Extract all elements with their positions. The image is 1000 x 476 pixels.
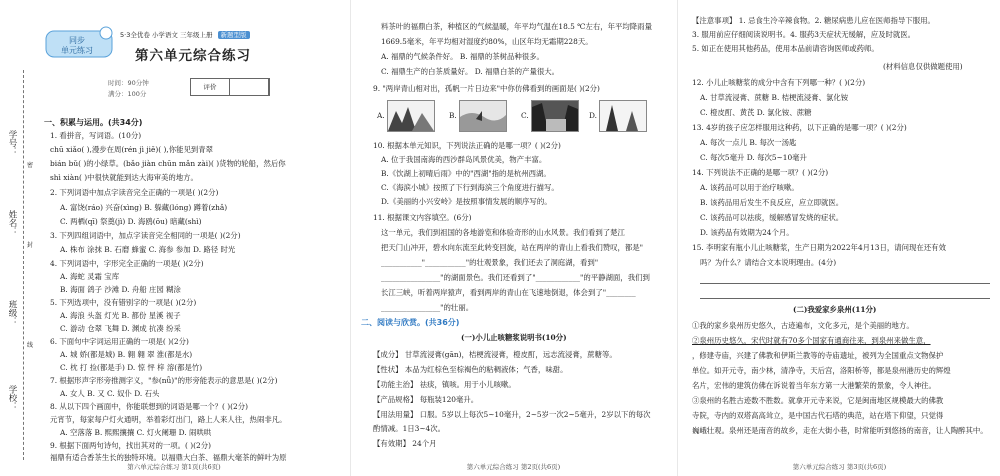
option-picture[interactable] (531, 100, 579, 132)
badge-line1: 同步 (69, 36, 85, 45)
name-label: 姓名： (7, 210, 17, 236)
question-line: 10. 根据本单元知识，下列说法正确的是哪一项？( )(2分) (373, 141, 561, 150)
material-note: (材料信息仅供做题使用) (883, 62, 963, 71)
page-footer: 第六单元综合练习 第2页(共6页) (466, 463, 561, 471)
passage-line: 把天门山冲开，碧水向东流至此转变回旋，站在两岸的青山上看我们赞叹，都是" (381, 243, 644, 252)
passage-line: 福鼎有适合香茶生长的独特环境。以福鼎大白茶、福鼎大毫茶的鲜叶为原 (50, 453, 287, 462)
score-field[interactable] (230, 79, 269, 95)
page-title: 第六单元综合练习 (135, 48, 251, 64)
leaflet-line: 【性状】 本品为红棕色至棕褐色的粘稠液体；气香，味甜。 (373, 365, 568, 374)
option-line: C. 福鼎生产的白茶质量好。 D. 福鼎白茶的产量很大。 (381, 67, 560, 76)
leaflet-line: 【功能主治】 祛痰，镇咳。用于小儿咳嗽。 (373, 380, 516, 389)
section-heading: 一、积累与运用。(共34分) (44, 118, 143, 127)
leaflet-line: 5. 如正在使用其他药品，使用本品前请咨询医师或药师。 (692, 44, 879, 53)
fold-line (23, 70, 24, 460)
fold-mark: 线 (27, 342, 34, 349)
question-line: 7. 根据形声字形旁推测字义，"参(nǚ)"的形旁能表示的意思是( )(2分) (50, 376, 278, 385)
passage-line: 料茶叶的福鼎白茶，种植区的气候温暖，年平均气温在18.5 ℃左右，年平均降雨量 (381, 22, 652, 31)
leaflet-line: 3. 服用前应仔细阅读说明书。4. 服药3天症状无缓解，应及时就医。 (692, 30, 916, 39)
leaflet-line: 【成分】 甘草流浸膏(gān)，桔梗流浸膏，橙皮酊，远志流浸膏，蔗糖等。 (373, 350, 617, 359)
option-letter: A. (377, 111, 385, 120)
option-line: C. 枕 打 捡(都是手) D. 惊 怦 梓 溶(都是竹) (60, 363, 203, 372)
option-letter: B. (449, 111, 457, 120)
question-line: 3. 下列四组词语中，加点字读音完全相同的一项是( )(2分) (50, 231, 241, 240)
page-1 (0, 0, 348, 476)
page-2 (350, 0, 676, 476)
question-line: 吗？为什么？请结合文本说明理由。(4分) (700, 258, 837, 267)
subject: 小学语文 (151, 31, 178, 39)
passage-line: ________________"的湖面景色。我们还看到了"____________"的平静湖面，我们到 (381, 273, 650, 282)
option-picture[interactable] (387, 100, 435, 132)
option-line: A. 福鼎的气候条件好。 B. 福鼎的茶树品种很多。 (381, 52, 544, 61)
badge-line2: 单元练习 (61, 46, 93, 55)
option-letter: D. (589, 111, 598, 120)
option-line: A. 女人 B. 又 C. 奴仆 D. 石头 (60, 389, 160, 398)
full-score: 满分：100分 (108, 90, 147, 98)
edition-tag: 新题型版 (218, 31, 250, 39)
fold-mark: 封 (27, 242, 34, 249)
passage-line: ，修建寺庙，兴建了佛教和伊斯兰教等的寺庙遗址，被列为全国重点文物保护 (692, 351, 944, 360)
question-line: 元宵节，每家每户灯火通明，举着彩灯出门，路上人来人往，热闹非凡。 (50, 415, 287, 424)
option-line: A. 每次一点儿 B. 每次一汤匙 (700, 138, 797, 147)
passage-line: 1669.5毫米，年平均相对湿度约80%，山区年均无霜期228天。 (381, 37, 593, 46)
leaflet-line: 【产品规格】 每瓶装120毫升。 (373, 395, 479, 404)
leaflet-line: 【注意事项】 1. 忌食生冷辛辣食物。2. 糖尿病患儿应在医师指导下服用。 (692, 16, 935, 25)
passage-line: 这一单元，我们到祖国的各地游览和体验奇形的山水风景。我们看到了楚江 (381, 228, 625, 237)
question-line: 13. 4岁的孩子应怎样服用这种药，以下正确的是哪一项？( )(2分) (692, 123, 907, 132)
option-line: C. 该药品可以祛痰，缓解感冒发烧的症状。 (700, 213, 844, 222)
option-line: C.《海滨小城》按照了下行到海滨三个角度进行描写。 (381, 183, 559, 192)
leaflet-line: 【用法用量】 口服。5岁以上每次5~10毫升，2~5岁一次2~5毫升，2岁以下的每次 (373, 410, 651, 419)
passage-line: ________________"的壮丽。 (381, 303, 474, 312)
page-footer: 第六单元综合练习 第3页(共6页) (792, 463, 887, 471)
fold-mark: 密 (27, 162, 34, 169)
leaflet-line: 酌情减。1日3~4次。 (373, 424, 446, 433)
option-line: A. 富饶(ráo) 兴奋(xìng) B. 躲藏(lóng) 蹲着(zhǎ) (60, 203, 228, 212)
time-limit: 时间：90分钟 (108, 79, 149, 87)
question-line: 6. 下面句中字词运用正确的一项是( )(2分) (50, 337, 189, 346)
question-line: 9. 根据下面两句诗句，找出其对的一项。( )(2分) (50, 441, 212, 450)
question-line: 5. 下列选项中，没有错别字的一项是( )(2分) (50, 298, 197, 307)
page-3 (677, 0, 1000, 476)
question-line: shì xiàn( )中很快就能到达大海审美的地方。 (50, 173, 198, 182)
question-line: 11. 根据课文内容填空。(6分) (373, 213, 472, 222)
question-line: 14. 下列说法不正确的是哪一项？( )(2分) (692, 168, 829, 177)
class-label: 班级： (7, 300, 17, 326)
option-letter: C. (521, 111, 529, 120)
question-line: 12. 小儿止咳糖浆的成分中含有下列哪一种？( )(2分) (692, 78, 866, 87)
grade: 三年级上册 (180, 31, 213, 39)
question-line: bián bǔ( )的小绿草。(bǎo jiàn chūn mǎn zài)( )货物的轮船，然后你 (50, 159, 286, 168)
leaflet-line: 【有效期】 24个月 (373, 439, 437, 448)
option-line: A. 位于我国南海的西沙群岛风景优美，物产丰富。 (381, 155, 547, 164)
option-picture[interactable] (599, 100, 647, 132)
option-line: B.《饮湖上初晴后雨》中的"西湖"指的是杭州西湖。 (381, 169, 551, 178)
option-line: C. 橙皮酊、黄芪 D. 氯化铵、蔗糖 (700, 108, 812, 117)
passage-line: ___________"___________"的壮观景象，我们还去了洞庭湖，看到" (381, 258, 599, 267)
page-footer: 第六单元综合练习 第1页(共6页) (127, 463, 221, 471)
option-line: C. 每次5毫升 D. 每次5~10毫升 (700, 153, 807, 162)
score-box (190, 78, 270, 96)
option-picture[interactable] (459, 100, 507, 132)
question-line: 15. 李明家有瓶小儿止咳糖浆，生产日期为2022年4月13日，请问现在还有效 (692, 243, 946, 252)
option-line: D.《美丽的小兴安岭》是按照事情发展的顺序写的。 (381, 197, 552, 206)
question-line: 8. 从以下四个画面中，你能联想到的词语是哪一个？( )(2分) (50, 402, 248, 411)
option-line: A. 海蛇 灵霜 宝库 (60, 272, 120, 281)
question-line: 4. 下列词语中，字形完全正确的一项是( )(2分) (50, 259, 204, 268)
option-line: B. 海面 鸽子 沙滩 D. 舟船 庄园 糊涂 (60, 285, 181, 294)
passage-line: 巍峨壮观。泉州还是南音的故乡，走在大街小巷，时常能听到悠扬的南音，让人陶醉其中。 (692, 426, 988, 435)
section-heading: 二、阅读与欣赏。(共36分) (361, 318, 460, 327)
school-label: 学校： (7, 385, 17, 411)
option-line: A. 株布 涂抹 B. 石磨 蜂蜜 C. 海参 参加 D. 路径 时光 (60, 245, 236, 254)
student-id-label: 学号： (7, 130, 17, 156)
option-line: A. 海浪 头盔 灯光 B. 都份 星溪 视子 (60, 311, 181, 320)
passage-line: 名片，宏伟的建筑仿佛在诉说着当年东方第一大港繁荣的景象，令人神往。 (692, 381, 936, 390)
option-line: A. 该药品可以用于治疗咳嗽。 (700, 183, 799, 192)
question-line: 1. 看拼音，写词语。(10分) (50, 131, 142, 140)
passage-line: ③泉州的名胜古迹数不胜数。就拿开元寺来说，它是闽南地区规模最大的佛教 (692, 396, 944, 405)
question-line: 9. "两岸青山相对出，孤帆一片日边来"中你仿佛看到的画面是( )(2分) (373, 84, 600, 93)
passage-line: 长江三峡，听着两岸猿声，看到两岸的青山在飞速地倒退，体会到了"________ (381, 288, 636, 297)
passage-line: 寺院，寺内的双塔高高耸立，是中国古代石塔的典范，站在塔下仰望，只觉得 (692, 411, 944, 420)
option-line: A. 甘草流浸膏、蔗糖 B. 桔梗流浸膏、氯化铵 (700, 93, 849, 102)
binding-strip (0, 0, 40, 476)
answer-line[interactable] (700, 283, 990, 284)
reading-title: (一)小儿止咳糖浆说明书(10分) (461, 333, 567, 342)
exam-meta (108, 78, 149, 100)
series-name: 5·3全优卷 (120, 31, 150, 39)
option-line: D. 该药品有效期为24个月。 (700, 228, 794, 237)
option-line: B. 该药品用后发生不良反应，应立即就医。 (700, 198, 844, 207)
passage-line: 单位。如开元寺，南少林，清净寺，天后宫，洛阳桥等，都是泉州港历史的辉煌 (692, 366, 951, 375)
option-line: C. 两栖(qī) 祭奠(jì) D. 海鸥(ōu) 暗藏(shì) (60, 217, 202, 226)
unit-badge (44, 25, 118, 61)
answer-line[interactable] (700, 298, 990, 299)
question-line: 2. 下列词语中加点字读音完全正确的一项是( )(2分) (50, 188, 219, 197)
passage-line: ②泉州历史悠久，宋代时就有70多个国家有通商往来，到泉州来做生意， (692, 336, 931, 345)
question-line: chū xiǎo( ),漫步在周(rén jì jiě)( ),你能见到青翠 (50, 145, 214, 154)
book-header (120, 30, 250, 39)
option-line: A. 空落落 B. 熙熙攘攘 C. 灯火阑珊 D. 闹哄哄 (60, 428, 212, 437)
option-line: C. 游动 仓翠 飞舞 D. 渊成 抗凑 纷采 (60, 324, 181, 333)
score-label: 评价 (191, 79, 230, 95)
option-line: A. 城 娇(都是城) B. 翱 翱 翠 淮(都是水) (60, 350, 193, 359)
reading-title: (二)我爱家乡泉州(11分) (793, 305, 877, 314)
passage-line: ①我的家乡泉州历史悠久，古迹遍布，文化多元，是个美丽的地方。 (692, 321, 914, 330)
